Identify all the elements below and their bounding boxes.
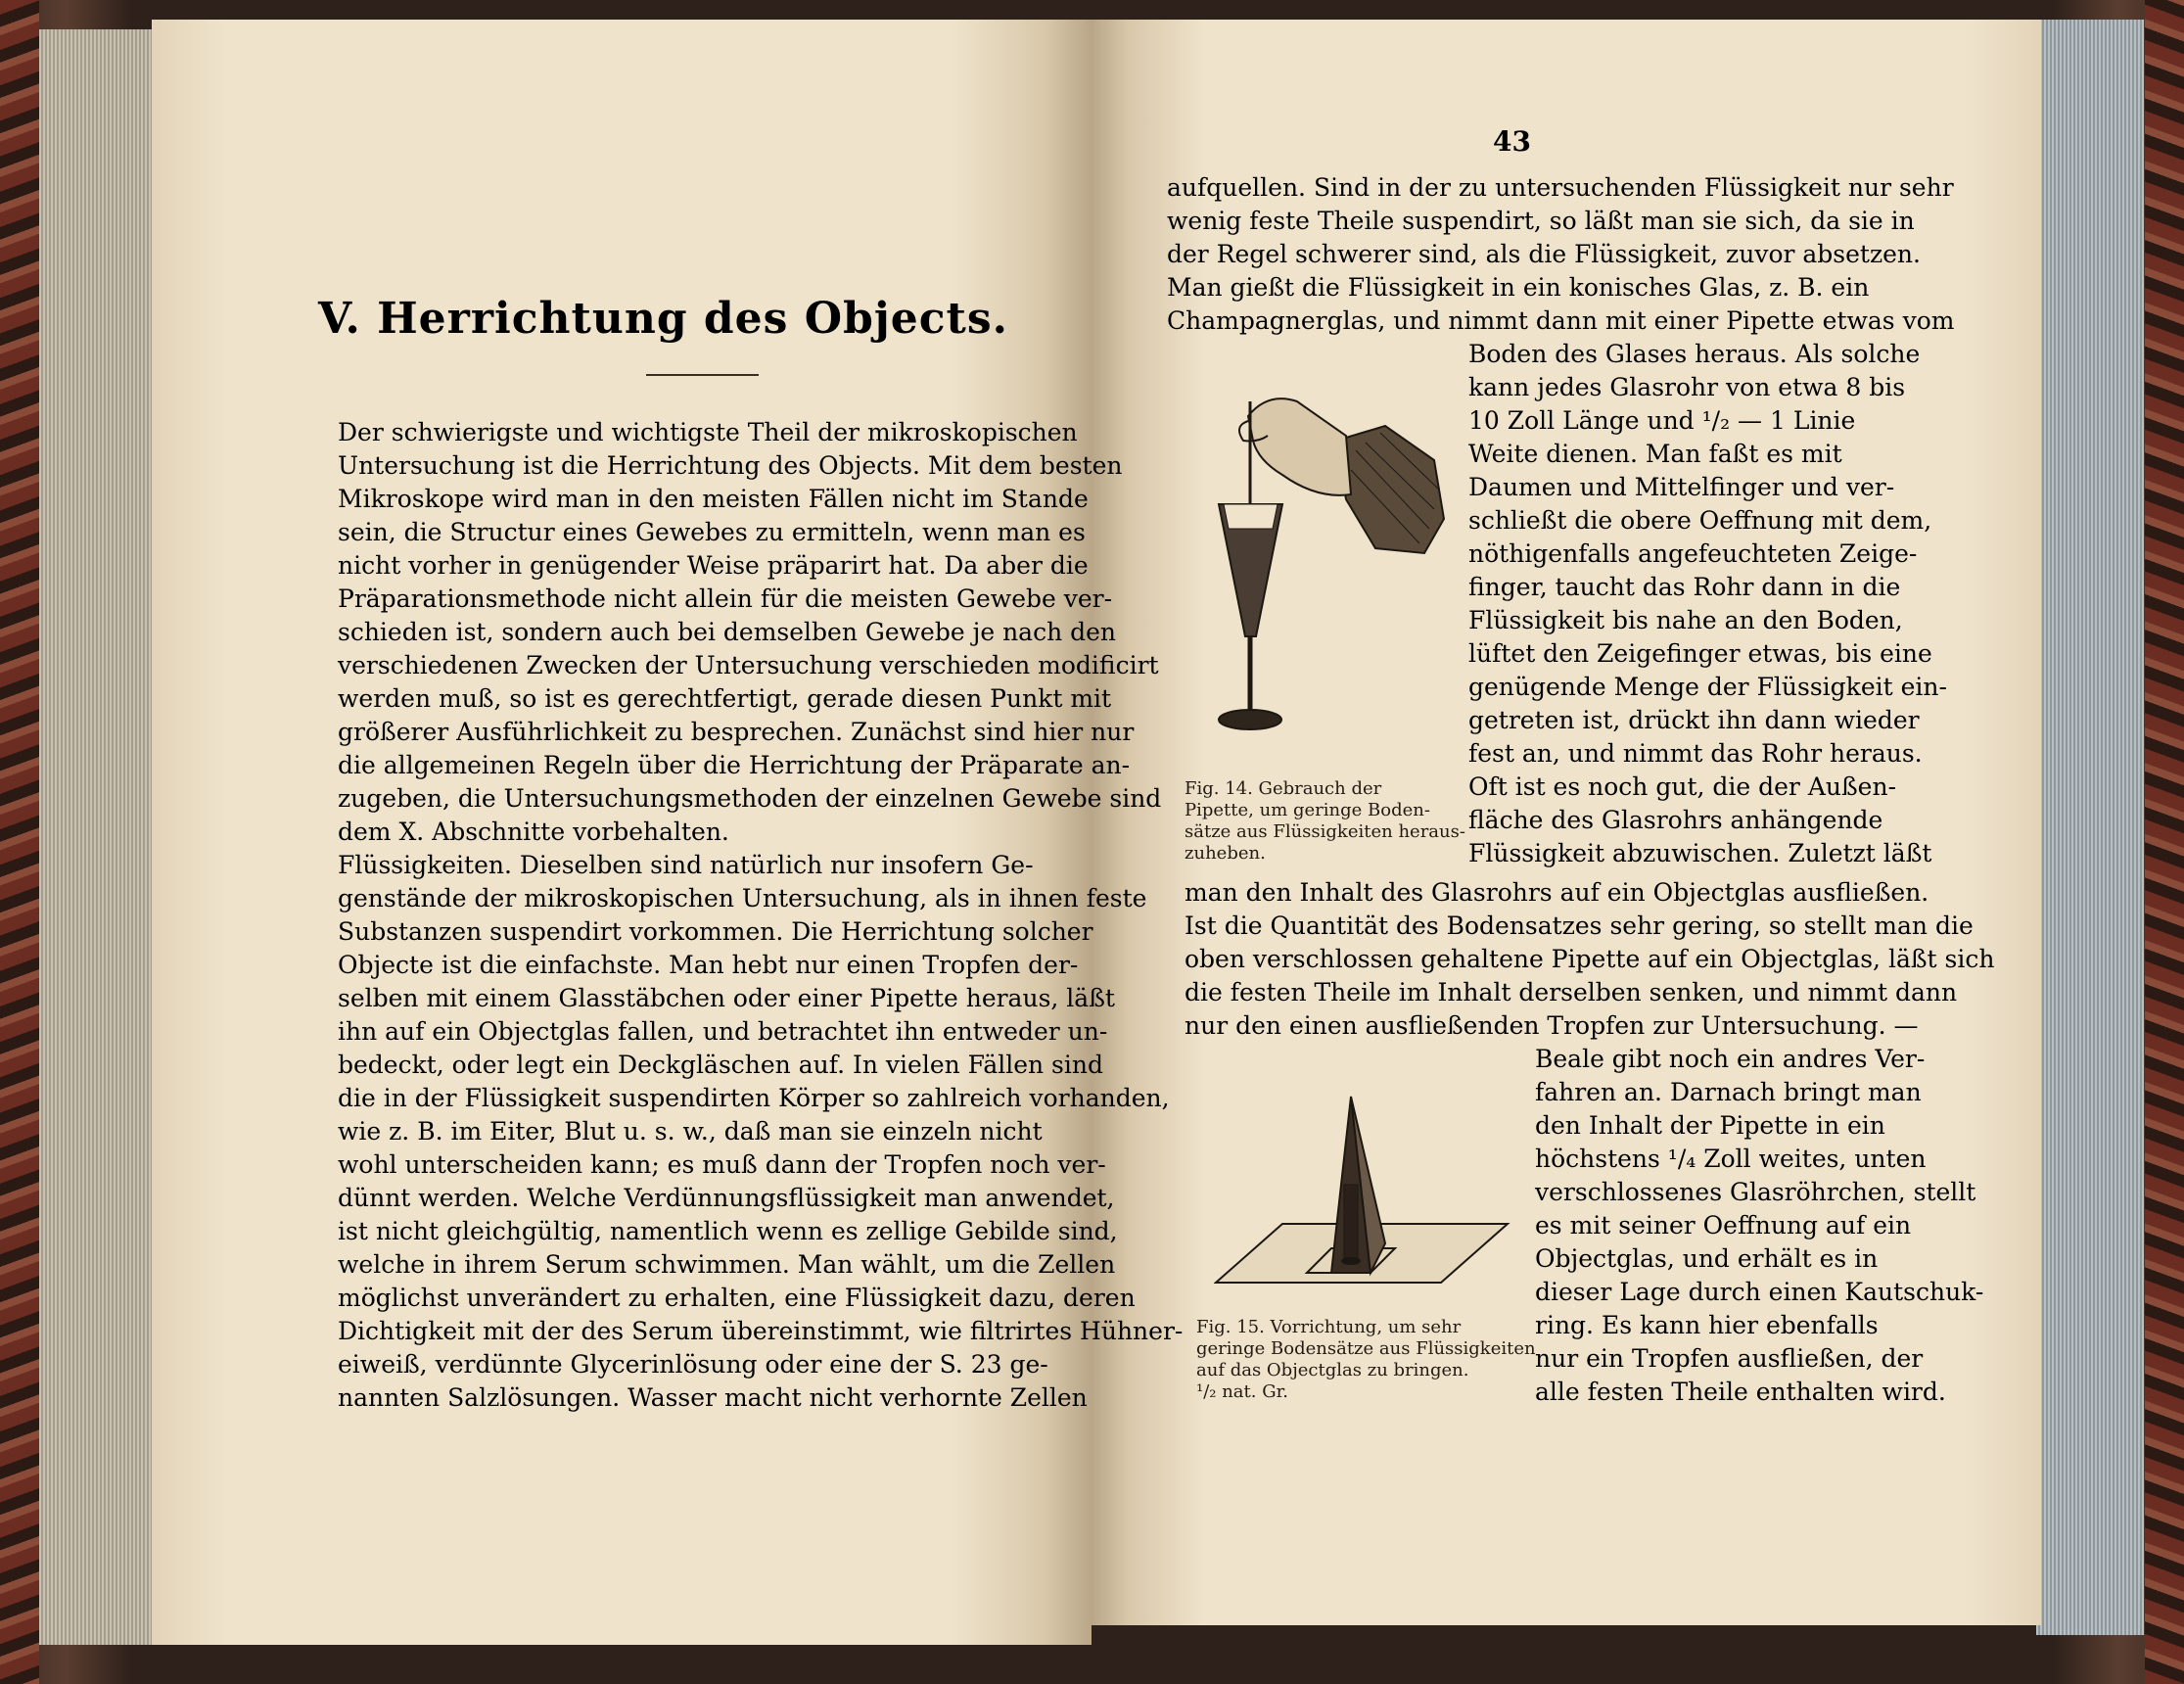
text-line: nöthigenfalls angefeuchteten Zeige- xyxy=(1468,539,1918,568)
marbled-board-right xyxy=(2145,0,2184,1684)
text-line: getreten ist, drückt ihn dann wieder xyxy=(1468,706,1920,734)
text-line: verschlossenes Glasröhrchen, stellt xyxy=(1535,1178,1976,1206)
text-line: alle festen Theile enthalten wird. xyxy=(1535,1378,1946,1406)
text-line: aufquellen. Sind in der zu untersuchenden Flüssigkeit nur sehr xyxy=(1167,173,1954,202)
text-line: fläche des Glasrohrs anhängende xyxy=(1468,806,1883,834)
right-column-text-2 xyxy=(1535,1043,1983,1409)
text-line: Weite dienen. Man faßt es mit xyxy=(1468,440,1842,468)
text-line: ist nicht gleichgültig, namentlich wenn es zellige Gebilde sind, xyxy=(338,1217,1118,1245)
text-line: Man gießt die Flüssigkeit in ein konisches Glas, z. B. ein xyxy=(1167,273,1870,302)
text-line: wie z. B. im Eiter, Blut u. s. w., daß man sie einzeln nicht xyxy=(338,1117,1043,1146)
right-page-top-text xyxy=(1167,171,1954,338)
caption-line: Fig. 15. Vorrichtung, um sehr xyxy=(1196,1317,1462,1337)
caption-line: ¹/₂ nat. Gr. xyxy=(1196,1381,1288,1402)
text-line: Flüssigkeit abzuwischen. Zuletzt läßt xyxy=(1468,839,1932,867)
right-page-middle-text xyxy=(1185,876,1994,1043)
text-line: man den Inhalt des Glasrohrs auf ein Objectglas ausfließen. xyxy=(1185,878,1929,907)
text-line: Ist die Quantität des Bodensatzes sehr gering, so stellt man die xyxy=(1185,912,1974,940)
text-line: die allgemeinen Regeln über die Herrichtung der Präparate an- xyxy=(338,751,1131,779)
text-line: Objecte ist die einfachste. Man hebt nur einen Tropfen der- xyxy=(338,951,1079,979)
text-line: die in der Flüssigkeit suspendirten Körper so zahlreich vorhanden, xyxy=(338,1084,1170,1112)
text-line: möglichst unverändert zu erhalten, eine Flüssigkeit dazu, deren xyxy=(338,1284,1136,1312)
text-line: nicht vorher in genügender Weise präparirt hat. Da aber die xyxy=(338,551,1089,580)
text-line: Boden des Glases heraus. Als solche xyxy=(1468,340,1921,368)
text-line: fahren an. Darnach bringt man xyxy=(1535,1078,1922,1106)
caption-line: zuheben. xyxy=(1185,843,1266,864)
text-line: werden muß, so ist es gerechtfertigt, gerade diesen Punkt mit xyxy=(338,684,1112,713)
text-line: der Regel schwerer sind, als die Flüssigkeit, zuvor absetzen. xyxy=(1167,240,1921,268)
text-line: Oft ist es noch gut, die der Außen- xyxy=(1468,772,1897,801)
text-line: wohl unterscheiden kann; es muß dann der Tropfen noch ver- xyxy=(338,1150,1106,1179)
page-number: 43 xyxy=(1493,125,1531,158)
marbled-board-left xyxy=(0,0,39,1684)
figure-15-caption xyxy=(1196,1317,1536,1403)
text-line: Mikroskope wird man in den meisten Fällen nicht im Stande xyxy=(338,485,1089,513)
text-line: höchstens ¹/₄ Zoll weites, unten xyxy=(1535,1145,1927,1173)
caption-line: sätze aus Flüssigkeiten heraus- xyxy=(1185,821,1465,842)
text-line: finger, taucht das Rohr dann in die xyxy=(1468,573,1901,601)
text-line: nur ein Tropfen ausfließen, der xyxy=(1535,1344,1924,1373)
text-line: wenig feste Theile suspendirt, so läßt man sie sich, da sie in xyxy=(1167,207,1915,235)
text-line: 10 Zoll Länge und ¹/₂ — 1 Linie xyxy=(1468,406,1856,435)
text-line: Dichtigkeit mit der des Serum übereinstimmt, wie filtrirtes Hühner- xyxy=(338,1317,1184,1345)
text-line: es mit seiner Oeffnung auf ein xyxy=(1535,1211,1912,1240)
text-line: Objectglas, und erhält es in xyxy=(1535,1244,1879,1273)
text-line: genügende Menge der Flüssigkeit ein- xyxy=(1468,673,1947,701)
text-line: eiweiß, verdünnte Glycerinlösung oder eine der S. 23 ge- xyxy=(338,1350,1048,1379)
text-line: selben mit einem Glasstäbchen oder einer Pipette heraus, läßt xyxy=(338,984,1115,1012)
text-line: fest an, und nimmt das Rohr heraus. xyxy=(1468,739,1923,768)
text-line: dünnt werden. Welche Verdünnungsflüssigkeit man anwendet, xyxy=(338,1184,1115,1212)
page-edges-right xyxy=(2036,20,2144,1635)
left-page-text xyxy=(338,416,1183,1415)
text-line: Präparationsmethode nicht allein für die meisten Gewebe ver- xyxy=(338,585,1113,613)
text-line: kann jedes Glasrohr von etwa 8 bis xyxy=(1468,373,1906,401)
text-line: dem X. Abschnitte vorbehalten. xyxy=(338,818,729,846)
page-edges-left xyxy=(39,29,157,1645)
figure-14-illustration xyxy=(1189,382,1459,754)
text-line: Beale gibt noch ein andres Ver- xyxy=(1535,1045,1926,1073)
text-line: dieser Lage durch einen Kautschuk- xyxy=(1535,1278,1984,1306)
text-line: zugeben, die Untersuchungsmethoden der einzelnen Gewebe sind xyxy=(338,784,1162,813)
text-line: Champagnerglas, und nimmt dann mit einer Pipette etwas vom xyxy=(1167,306,1955,335)
text-line: nur den einen ausfließenden Tropfen zur Untersuchung. — xyxy=(1185,1011,1919,1040)
text-line: Untersuchung ist die Herrichtung des Objects. Mit dem besten xyxy=(338,451,1123,480)
caption-line: Fig. 14. Gebrauch der xyxy=(1185,778,1382,799)
text-line: größerer Ausführlichkeit zu besprechen. Zunächst sind hier nur xyxy=(338,718,1135,746)
text-line: nannten Salzlösungen. Wasser macht nicht verhornte Zellen xyxy=(338,1383,1088,1412)
text-line: ring. Es kann hier ebenfalls xyxy=(1535,1311,1879,1339)
figure-14-caption xyxy=(1185,778,1465,865)
text-line: sein, die Structur eines Gewebes zu ermitteln, wenn man es xyxy=(338,518,1086,546)
text-line: schieden ist, sondern auch bei demselben Gewebe je nach den xyxy=(338,618,1117,646)
text-line: Flüssigkeiten. Dieselben sind natürlich nur insofern Ge- xyxy=(338,851,1034,879)
text-line: Daumen und Mittelfinger und ver- xyxy=(1468,473,1895,501)
caption-line: geringe Bodensätze aus Flüssigkeiten xyxy=(1196,1338,1536,1359)
text-line: ihn auf ein Objectglas fallen, und betrachtet ihn entweder un- xyxy=(338,1017,1108,1046)
caption-line: auf das Objectglas zu bringen. xyxy=(1196,1360,1469,1380)
caption-line: Pipette, um geringe Boden- xyxy=(1185,800,1430,820)
chapter-title: V. Herrichtung des Objects. xyxy=(318,294,1008,344)
text-line: Substanzen suspendirt vorkommen. Die Herrichtung solcher xyxy=(338,917,1093,946)
text-line: Der schwierigste und wichtigste Theil der mikroskopischen xyxy=(338,418,1078,446)
text-line: Flüssigkeit bis nahe an den Boden, xyxy=(1468,606,1903,634)
text-line: lüftet den Zeigefinger etwas, bis eine xyxy=(1468,639,1932,668)
text-line: bedeckt, oder legt ein Deckgläschen auf. In vielen Fällen sind xyxy=(338,1051,1103,1079)
text-line: verschiedenen Zwecken der Untersuchung verschieden modificirt xyxy=(338,651,1159,679)
text-line: oben verschlossen gehaltene Pipette auf ein Objectglas, läßt sich xyxy=(1185,945,1995,973)
figure-15-illustration xyxy=(1214,1077,1512,1297)
text-line: den Inhalt der Pipette in ein xyxy=(1535,1111,1885,1140)
text-line: schließt die obere Oeffnung mit dem, xyxy=(1468,506,1932,535)
text-line: genstände der mikroskopischen Untersuchung, als in ihnen feste xyxy=(338,884,1147,912)
title-rule xyxy=(646,374,759,376)
text-line: die festen Theile im Inhalt derselben senken, und nimmt dann xyxy=(1185,978,1958,1006)
right-column-text xyxy=(1468,338,1947,870)
text-line: welche in ihrem Serum schwimmen. Man wählt, um die Zellen xyxy=(338,1250,1116,1279)
